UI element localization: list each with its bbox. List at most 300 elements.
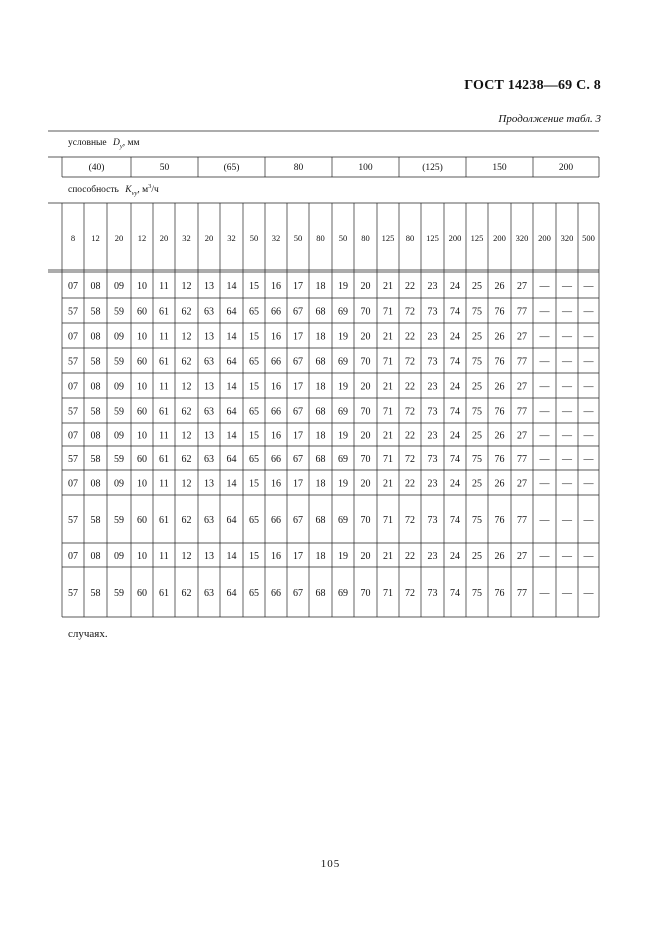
table-cell: 22: [405, 478, 415, 490]
table-cell: 69: [338, 306, 348, 318]
table-cell: 65: [249, 306, 259, 318]
table-cell: 74: [450, 515, 460, 526]
table-cell: 11: [159, 381, 169, 393]
table-cell: —: [583, 588, 594, 599]
table-cell: 68: [315, 454, 326, 465]
table-cell: 66: [271, 454, 281, 465]
table-cell: 59: [114, 306, 124, 318]
table-cell: 61: [159, 306, 169, 318]
capacity-header: 80: [405, 233, 415, 243]
table-cell: 27: [517, 381, 527, 393]
table-cell: 13: [204, 551, 214, 562]
table-cell: —: [539, 331, 550, 343]
table-cell: 70: [360, 306, 371, 318]
table-cell: 16: [271, 430, 281, 442]
capacity-header: 320: [560, 233, 574, 243]
table-cell: —: [539, 406, 550, 418]
table-cell: 72: [405, 454, 415, 465]
capacity-header: 12: [91, 233, 100, 243]
table-cell: 11: [159, 551, 169, 562]
table-cell: —: [562, 406, 572, 418]
table-cell: 66: [271, 515, 281, 526]
table-cell: 10: [137, 381, 147, 393]
table-cell: 62: [181, 588, 192, 599]
table-cell: 62: [181, 356, 192, 368]
table-cell: 11: [159, 430, 169, 442]
trailing-text: случаях.: [68, 628, 108, 640]
table-cell: 67: [293, 588, 303, 599]
capacity-header: 32: [227, 233, 236, 243]
table-cell: 68: [315, 356, 326, 368]
table-cell: 68: [315, 515, 326, 526]
table-cell: 22: [405, 281, 415, 292]
table-cell: 14: [226, 381, 237, 393]
diameter-header: 100: [358, 163, 373, 173]
table-cell: 24: [450, 430, 460, 442]
table-cell: 25: [472, 331, 482, 343]
table-cell: 69: [338, 588, 348, 599]
table-cell: —: [583, 381, 594, 393]
table-cell: —: [583, 406, 594, 418]
capacity-label: способность $K_{vy}$, $м^3/ч$: [68, 183, 159, 197]
table-cell: 17: [293, 478, 303, 490]
table-cell: 17: [293, 430, 303, 442]
table-cell: 71: [383, 406, 393, 418]
table-cell: 22: [405, 551, 415, 562]
table-cell: 20: [360, 281, 371, 292]
table-cell: —: [539, 454, 550, 465]
table-cell: 15: [249, 430, 259, 442]
table-cell: 12: [181, 430, 192, 442]
table-cell: 25: [472, 430, 482, 442]
capacity-header: 50: [249, 233, 259, 243]
table-cell: 71: [383, 454, 393, 465]
table-cell: 68: [315, 588, 326, 599]
table-cell: 61: [159, 356, 169, 368]
table-cell: 67: [293, 356, 303, 368]
table-cell: 09: [114, 551, 124, 562]
diameter-header: (65): [223, 163, 240, 173]
table-cell: 25: [472, 281, 482, 292]
table-cell: 74: [450, 356, 460, 368]
table-cell: 73: [427, 515, 438, 526]
table-cell: 23: [427, 281, 438, 292]
table-cell: 18: [315, 331, 326, 343]
table-cell: 64: [226, 588, 237, 599]
table-cell: 11: [159, 331, 169, 343]
table-cell: 63: [204, 306, 214, 318]
table-cell: 70: [360, 588, 371, 599]
page-number: 105: [320, 858, 341, 870]
diameter-header: 200: [558, 163, 574, 173]
table-cell: 72: [405, 588, 415, 599]
table-cell: 67: [293, 306, 303, 318]
table-cell: 73: [427, 454, 438, 465]
table-cell: 15: [249, 381, 259, 393]
table-cell: —: [583, 454, 594, 465]
table-cell: —: [583, 331, 594, 343]
table-cell: 60: [137, 406, 147, 418]
table-cell: 76: [494, 588, 505, 599]
table-cell: 63: [204, 588, 214, 599]
table-cell: 65: [249, 588, 259, 599]
table-cell: 57: [68, 588, 78, 599]
table-cell: 65: [249, 356, 259, 368]
capacity-header: 125: [470, 233, 484, 243]
table-cell: 60: [137, 356, 147, 368]
table-cell: 23: [427, 381, 438, 393]
table-cell: 27: [517, 281, 527, 292]
table-cell: 18: [315, 551, 326, 562]
table-cell: 58: [90, 454, 101, 465]
table-cell: 72: [405, 356, 415, 368]
table-cell: 24: [450, 478, 460, 490]
table-cell: 08: [90, 430, 101, 442]
table-cell: 77: [517, 588, 527, 599]
table-cell: 16: [271, 281, 281, 292]
table-cell: 21: [383, 430, 393, 442]
table-cell: 69: [338, 406, 348, 418]
table-cell: 77: [517, 356, 527, 368]
table-cell: —: [562, 356, 572, 368]
table-cell: 71: [383, 356, 393, 368]
table-cell: 18: [315, 478, 326, 490]
table-cell: 21: [383, 478, 393, 490]
table-cell: —: [562, 588, 572, 599]
table-cell: 60: [137, 515, 147, 526]
table-cell: —: [562, 551, 572, 562]
diameter-header: 150: [492, 163, 507, 173]
capacity-header: 20: [204, 233, 214, 243]
table-cell: —: [539, 381, 550, 393]
table-cell: 76: [494, 356, 505, 368]
table-cell: 72: [405, 515, 415, 526]
table-continuation-caption: Продолжение табл. 3: [498, 113, 601, 125]
table-cell: 68: [315, 306, 326, 318]
table-cell: 13: [204, 331, 214, 343]
table-cell: 75: [472, 356, 482, 368]
table-cell: 09: [114, 381, 124, 393]
table-cell: 22: [405, 331, 415, 343]
table-cell: 26: [494, 478, 505, 490]
table-cell: 71: [383, 588, 393, 599]
table-cell: —: [539, 478, 550, 490]
table-cell: 16: [271, 381, 281, 393]
table-cell: 07: [68, 381, 78, 393]
table-cell: 13: [204, 381, 214, 393]
table-cell: 09: [114, 331, 124, 343]
capacity-header: 125: [381, 233, 395, 243]
table-cell: 26: [494, 331, 505, 343]
table-cell: —: [583, 356, 594, 368]
table-cell: 62: [181, 406, 192, 418]
table-cell: 08: [90, 551, 101, 562]
table-cell: 59: [114, 515, 124, 526]
table-cell: 61: [159, 588, 169, 599]
table-cell: 75: [472, 306, 482, 318]
table-cell: 27: [517, 331, 527, 343]
table-cell: 17: [293, 381, 303, 393]
table-cell: —: [562, 515, 572, 526]
table-cell: 12: [181, 331, 192, 343]
diameter-header: (40): [88, 163, 105, 173]
table-cell: 76: [494, 306, 505, 318]
table-cell: 61: [159, 515, 169, 526]
table-cell: 72: [405, 306, 415, 318]
table-cell: 63: [204, 515, 214, 526]
table-cell: 62: [181, 454, 192, 465]
table-cell: 77: [517, 406, 527, 418]
table-cell: 16: [271, 551, 281, 562]
table-cell: 17: [293, 281, 303, 292]
table-cell: 20: [360, 381, 371, 393]
table-cell: 73: [427, 406, 438, 418]
capacity-header: 500: [582, 233, 595, 243]
table-cell: —: [562, 478, 572, 490]
table-cell: 65: [249, 454, 259, 465]
table-cell: 20: [360, 331, 371, 343]
table-cell: 76: [494, 515, 505, 526]
table-cell: 62: [181, 306, 192, 318]
capacity-header: 32: [182, 233, 191, 243]
table-cell: 15: [249, 551, 259, 562]
table-cell: 18: [315, 381, 326, 393]
table-cell: 57: [68, 356, 78, 368]
table-cell: 69: [338, 515, 348, 526]
table-cell: 26: [494, 551, 505, 562]
table-cell: 13: [204, 430, 214, 442]
table-cell: —: [583, 551, 594, 562]
table-cell: 65: [249, 406, 259, 418]
capacity-header: 200: [493, 233, 506, 243]
table-cell: 15: [249, 478, 259, 490]
table-cell: 27: [517, 430, 527, 442]
table-cell: —: [539, 306, 550, 318]
table-cell: 75: [472, 515, 482, 526]
capacity-header: 320: [515, 233, 529, 243]
table-cell: 07: [68, 281, 78, 292]
table-cell: 70: [360, 356, 371, 368]
table-cell: 57: [68, 406, 78, 418]
table-cell: 08: [90, 331, 101, 343]
table-cell: 18: [315, 430, 326, 442]
table-cell: 19: [338, 281, 348, 292]
table-cell: 19: [338, 478, 348, 490]
table-cell: 19: [338, 430, 348, 442]
table-cell: 27: [517, 478, 527, 490]
table-cell: 60: [137, 306, 147, 318]
table-cell: 08: [90, 281, 101, 292]
table-cell: 66: [271, 588, 281, 599]
table-cell: 09: [114, 478, 124, 490]
capacity-header: 50: [293, 233, 303, 243]
table-cell: 77: [517, 306, 527, 318]
table-cell: 77: [517, 515, 527, 526]
table-cell: 59: [114, 406, 124, 418]
table-cell: 14: [226, 478, 237, 490]
table-cell: 11: [159, 281, 169, 292]
table-cell: 24: [450, 281, 460, 292]
capacity-header: 20: [159, 233, 169, 243]
table-cell: 58: [90, 515, 101, 526]
table-cell: 64: [226, 406, 237, 418]
table-cell: 68: [315, 406, 326, 418]
table-cell: 21: [383, 551, 393, 562]
diameter-header: 50: [159, 163, 170, 173]
table-cell: 12: [181, 281, 192, 292]
table-cell: 25: [472, 381, 482, 393]
table-cell: 64: [226, 306, 237, 318]
capacity-header: 200: [448, 233, 462, 243]
table-cell: 18: [315, 281, 326, 292]
table-cell: 23: [427, 551, 438, 562]
table-cell: 21: [383, 331, 393, 343]
table-cell: 09: [114, 430, 124, 442]
table-cell: 73: [427, 306, 438, 318]
table-cell: 16: [271, 331, 281, 343]
table-cell: 10: [137, 478, 147, 490]
table-cell: 59: [114, 356, 124, 368]
table-cell: 21: [383, 381, 393, 393]
table-cell: 58: [90, 588, 101, 599]
capacity-header: 80: [316, 233, 325, 243]
table-cell: 61: [159, 406, 169, 418]
table-cell: 71: [383, 306, 393, 318]
table-cell: 69: [338, 356, 348, 368]
table-cell: —: [539, 551, 550, 562]
capacity-header: 50: [338, 233, 348, 243]
table-cell: 20: [360, 478, 371, 490]
table-cell: 60: [137, 454, 147, 465]
table-cell: 61: [159, 454, 169, 465]
table-cell: 12: [181, 551, 192, 562]
table-cell: —: [562, 454, 572, 465]
table-cell: 19: [338, 551, 348, 562]
table-cell: 24: [450, 381, 460, 393]
table-cell: 74: [450, 306, 460, 318]
table-cell: 14: [226, 430, 237, 442]
table-cell: 64: [226, 515, 237, 526]
nominal-diameter-label: условные $D_y$, мм: [68, 138, 140, 150]
table-cell: 60: [137, 588, 147, 599]
table-cell: —: [583, 306, 594, 318]
table-cell: 66: [271, 406, 281, 418]
table-cell: 21: [383, 281, 393, 292]
table-cell: 72: [405, 406, 415, 418]
table-cell: 20: [360, 430, 371, 442]
table-cell: 19: [338, 331, 348, 343]
table-cell: 12: [181, 381, 192, 393]
table-cell: 75: [472, 406, 482, 418]
table-cell: 67: [293, 406, 303, 418]
table-cell: 23: [427, 478, 438, 490]
table-grid: [48, 131, 599, 617]
table-cell: —: [583, 281, 594, 292]
table-cell: 74: [450, 454, 460, 465]
table-cell: 75: [472, 454, 482, 465]
table-cell: 08: [90, 478, 101, 490]
capacity-header: 8: [70, 233, 76, 243]
table-cell: 09: [114, 281, 124, 292]
table-cell: 74: [450, 588, 460, 599]
table-cell: 73: [427, 588, 438, 599]
table-cell: 71: [383, 515, 393, 526]
table-cell: 14: [226, 281, 237, 292]
table-cell: 17: [293, 331, 303, 343]
table-cell: 69: [338, 454, 348, 465]
table-cell: 07: [68, 551, 78, 562]
table-cell: 19: [338, 381, 348, 393]
table-cell: 58: [90, 306, 101, 318]
table-cell: 27: [517, 551, 527, 562]
table-cell: 24: [450, 551, 460, 562]
table-cell: 17: [293, 551, 303, 562]
table-cell: 66: [271, 356, 281, 368]
table-cell: 70: [360, 406, 371, 418]
table-cell: —: [539, 281, 550, 292]
table-cell: —: [583, 430, 594, 442]
table-cell: 64: [226, 356, 237, 368]
table-cell: —: [562, 381, 572, 393]
table-cell: 67: [293, 515, 303, 526]
table-cell: 15: [249, 281, 259, 292]
table-cell: 16: [271, 478, 281, 490]
table-cell: 07: [68, 478, 78, 490]
table-cell: 63: [204, 454, 214, 465]
table-cell: —: [562, 430, 572, 442]
capacity-header: 200: [538, 233, 551, 243]
table-cell: 70: [360, 515, 371, 526]
table-cell: 73: [427, 356, 438, 368]
table-cell: 76: [494, 454, 505, 465]
table-cell: 08: [90, 381, 101, 393]
table-cell: 14: [226, 551, 237, 562]
table-cell: 70: [360, 454, 371, 465]
table-cell: 23: [427, 430, 438, 442]
table-cell: 07: [68, 331, 78, 343]
capacity-header: 80: [361, 233, 370, 243]
table-cell: 07: [68, 430, 78, 442]
table-cell: 26: [494, 381, 505, 393]
table-cell: 25: [472, 478, 482, 490]
table-cell: 11: [159, 478, 169, 490]
table-cell: 58: [90, 406, 101, 418]
diameter-header: 80: [293, 163, 304, 173]
table-cell: 63: [204, 406, 214, 418]
table-cell: 66: [271, 306, 281, 318]
table-cell: 75: [472, 588, 482, 599]
table-cell: 20: [360, 551, 371, 562]
table-cell: —: [583, 478, 594, 490]
table-cell: 26: [494, 430, 505, 442]
table-cell: 67: [293, 454, 303, 465]
table-cell: 22: [405, 430, 415, 442]
table-cell: 15: [249, 331, 259, 343]
table-cell: 10: [137, 430, 147, 442]
table-cell: 62: [181, 515, 192, 526]
table-cell: 65: [249, 515, 259, 526]
table-cell: —: [562, 306, 572, 318]
table-cell: 57: [68, 515, 78, 526]
table-cell: 23: [427, 331, 438, 343]
table-cell: 77: [517, 454, 527, 465]
capacity-header: 125: [426, 233, 439, 243]
table-cell: 10: [137, 331, 147, 343]
table-cell: —: [562, 281, 572, 292]
table-cell: —: [539, 430, 550, 442]
table-cell: —: [539, 515, 550, 526]
table-cell: 25: [472, 551, 482, 562]
